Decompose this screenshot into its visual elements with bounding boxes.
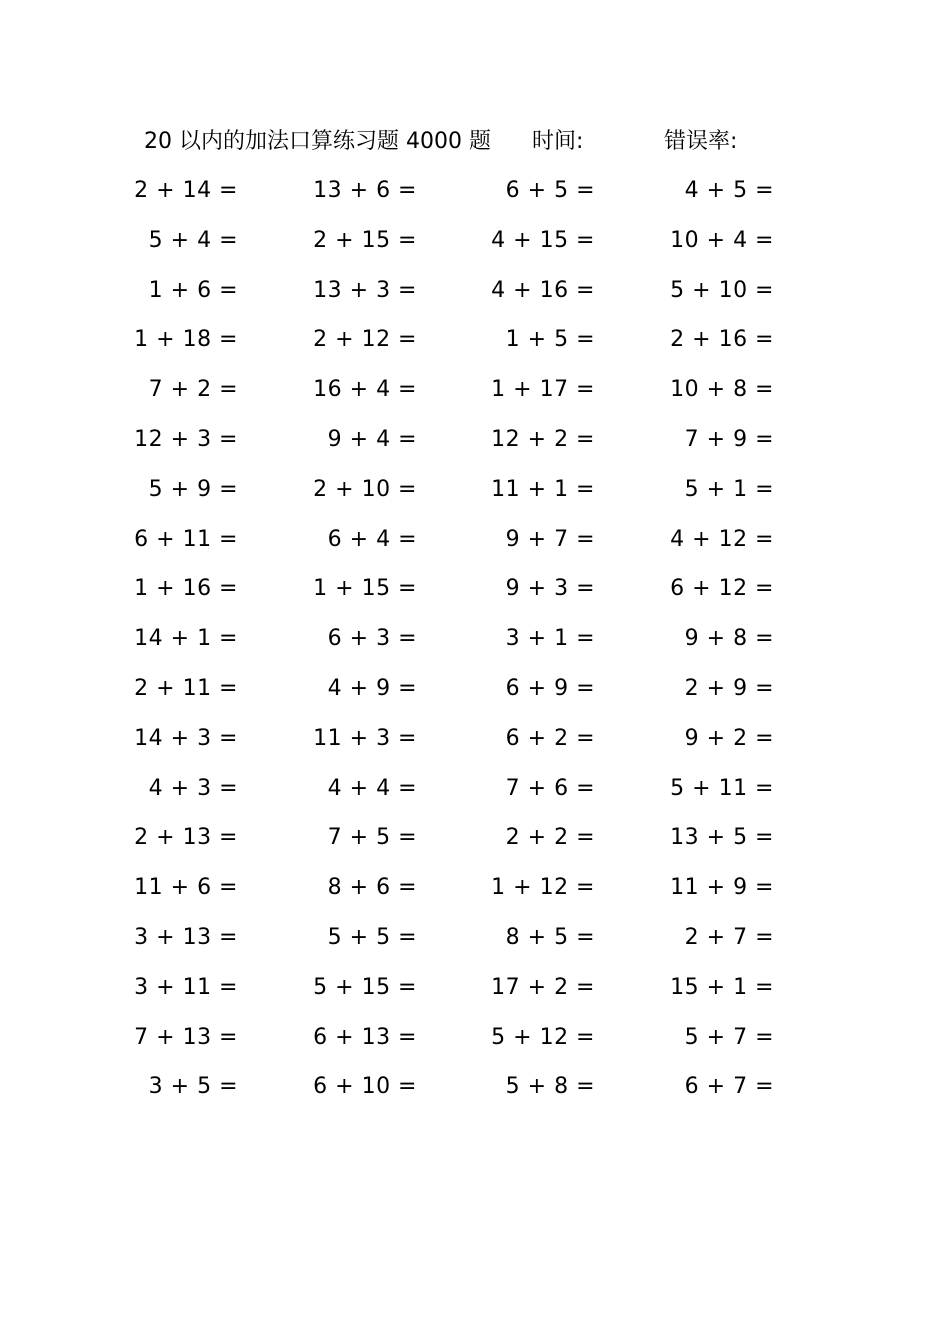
addition-problem: 7 + 2 = xyxy=(148,377,238,403)
addition-problem: 5 + 8 = xyxy=(505,1074,595,1100)
problem-row xyxy=(0,813,950,863)
addition-problem: 8 + 5 = xyxy=(505,924,595,950)
addition-problem: 4 + 12 = xyxy=(670,526,774,552)
addition-problem: 1 + 17 = xyxy=(491,377,595,403)
addition-problem: 5 + 5 = xyxy=(327,924,417,950)
addition-problem: 5 + 11 = xyxy=(670,775,774,801)
addition-problem: 2 + 9 = xyxy=(684,675,774,701)
addition-problem: 8 + 6 = xyxy=(327,875,417,901)
addition-problem: 6 + 5 = xyxy=(505,178,595,203)
worksheet-title: 20 以内的加法口算练习题 4000 题 xyxy=(144,129,491,154)
addition-problem: 6 + 2 = xyxy=(505,725,595,751)
addition-problem: 4 + 15 = xyxy=(491,227,595,253)
addition-problem: 16 + 4 = xyxy=(313,377,417,403)
problem-row xyxy=(0,913,950,963)
problem-row xyxy=(0,664,950,714)
addition-problem: 7 + 9 = xyxy=(684,426,774,452)
addition-problem: 9 + 4 = xyxy=(327,426,417,452)
addition-problem: 17 + 2 = xyxy=(491,974,595,1000)
addition-problem: 2 + 7 = xyxy=(684,924,774,950)
addition-problem: 5 + 7 = xyxy=(684,1024,774,1050)
addition-problem: 14 + 1 = xyxy=(134,626,238,652)
addition-problem: 11 + 1 = xyxy=(491,476,595,502)
addition-problem: 5 + 10 = xyxy=(670,277,774,303)
addition-problem: 1 + 5 = xyxy=(505,327,595,353)
problem-row xyxy=(0,764,950,814)
addition-problem: 1 + 16 = xyxy=(134,576,238,602)
addition-problem: 12 + 2 = xyxy=(491,426,595,452)
addition-problem: 2 + 11 = xyxy=(134,675,238,701)
addition-problem: 1 + 6 = xyxy=(148,277,238,303)
addition-problem: 11 + 3 = xyxy=(313,725,417,751)
addition-problem: 5 + 12 = xyxy=(491,1024,595,1050)
addition-problem: 4 + 3 = xyxy=(148,775,238,801)
problem-row xyxy=(0,1013,950,1063)
addition-problem: 3 + 13 = xyxy=(134,924,238,950)
problem-row xyxy=(0,1062,950,1112)
addition-problem: 2 + 13 = xyxy=(134,825,238,851)
addition-problem: 6 + 11 = xyxy=(134,526,238,552)
problem-row xyxy=(0,564,950,614)
time-label: 时间: xyxy=(532,129,584,154)
problem-row xyxy=(0,415,950,465)
problem-row xyxy=(0,963,950,1013)
addition-problem: 5 + 15 = xyxy=(313,974,417,1000)
addition-problem: 12 + 3 = xyxy=(134,426,238,452)
problem-row xyxy=(0,266,950,316)
problem-row xyxy=(0,216,950,266)
problem-row xyxy=(0,365,950,415)
addition-problem: 10 + 4 = xyxy=(670,227,774,253)
addition-problem: 6 + 7 = xyxy=(684,1074,774,1100)
problem-row xyxy=(0,166,950,216)
addition-problem: 2 + 14 = xyxy=(134,178,238,203)
addition-problem: 11 + 9 = xyxy=(670,875,774,901)
addition-problem: 6 + 13 = xyxy=(313,1024,417,1050)
problem-row xyxy=(0,315,950,365)
addition-problem: 15 + 1 = xyxy=(670,974,774,1000)
problem-grid xyxy=(0,166,950,1112)
addition-problem: 13 + 6 = xyxy=(313,178,417,203)
addition-problem: 4 + 4 = xyxy=(327,775,417,801)
addition-problem: 1 + 15 = xyxy=(313,576,417,602)
problem-row xyxy=(0,465,950,515)
addition-problem: 4 + 16 = xyxy=(491,277,595,303)
addition-problem: 9 + 2 = xyxy=(684,725,774,751)
addition-problem: 11 + 6 = xyxy=(134,875,238,901)
addition-problem: 6 + 4 = xyxy=(327,526,417,552)
addition-problem: 10 + 8 = xyxy=(670,377,774,403)
addition-problem: 5 + 9 = xyxy=(148,476,238,502)
addition-problem: 2 + 2 = xyxy=(505,825,595,851)
addition-problem: 14 + 3 = xyxy=(134,725,238,751)
addition-problem: 4 + 5 = xyxy=(684,178,774,203)
addition-problem: 6 + 3 = xyxy=(327,626,417,652)
addition-problem: 7 + 5 = xyxy=(327,825,417,851)
addition-problem: 7 + 13 = xyxy=(134,1024,238,1050)
problem-row xyxy=(0,863,950,913)
problem-row xyxy=(0,515,950,565)
addition-problem: 3 + 11 = xyxy=(134,974,238,1000)
addition-problem: 2 + 16 = xyxy=(670,327,774,353)
addition-problem: 9 + 7 = xyxy=(505,526,595,552)
addition-problem: 3 + 1 = xyxy=(505,626,595,652)
addition-problem: 3 + 5 = xyxy=(148,1074,238,1100)
addition-problem: 13 + 5 = xyxy=(670,825,774,851)
addition-problem: 4 + 9 = xyxy=(327,675,417,701)
addition-problem: 6 + 12 = xyxy=(670,576,774,602)
addition-problem: 9 + 8 = xyxy=(684,626,774,652)
worksheet-header xyxy=(0,124,950,160)
addition-problem: 7 + 6 = xyxy=(505,775,595,801)
addition-problem: 2 + 15 = xyxy=(313,227,417,253)
addition-problem: 1 + 18 = xyxy=(134,327,238,353)
addition-problem: 6 + 9 = xyxy=(505,675,595,701)
addition-problem: 13 + 3 = xyxy=(313,277,417,303)
addition-problem: 2 + 10 = xyxy=(313,476,417,502)
addition-problem: 9 + 3 = xyxy=(505,576,595,602)
error-rate-label: 错误率: xyxy=(664,129,738,154)
addition-problem: 5 + 4 = xyxy=(148,227,238,253)
problem-row xyxy=(0,714,950,764)
addition-problem: 6 + 10 = xyxy=(313,1074,417,1100)
problem-row xyxy=(0,614,950,664)
addition-problem: 2 + 12 = xyxy=(313,327,417,353)
addition-problem: 1 + 12 = xyxy=(491,875,595,901)
addition-problem: 5 + 1 = xyxy=(684,476,774,502)
